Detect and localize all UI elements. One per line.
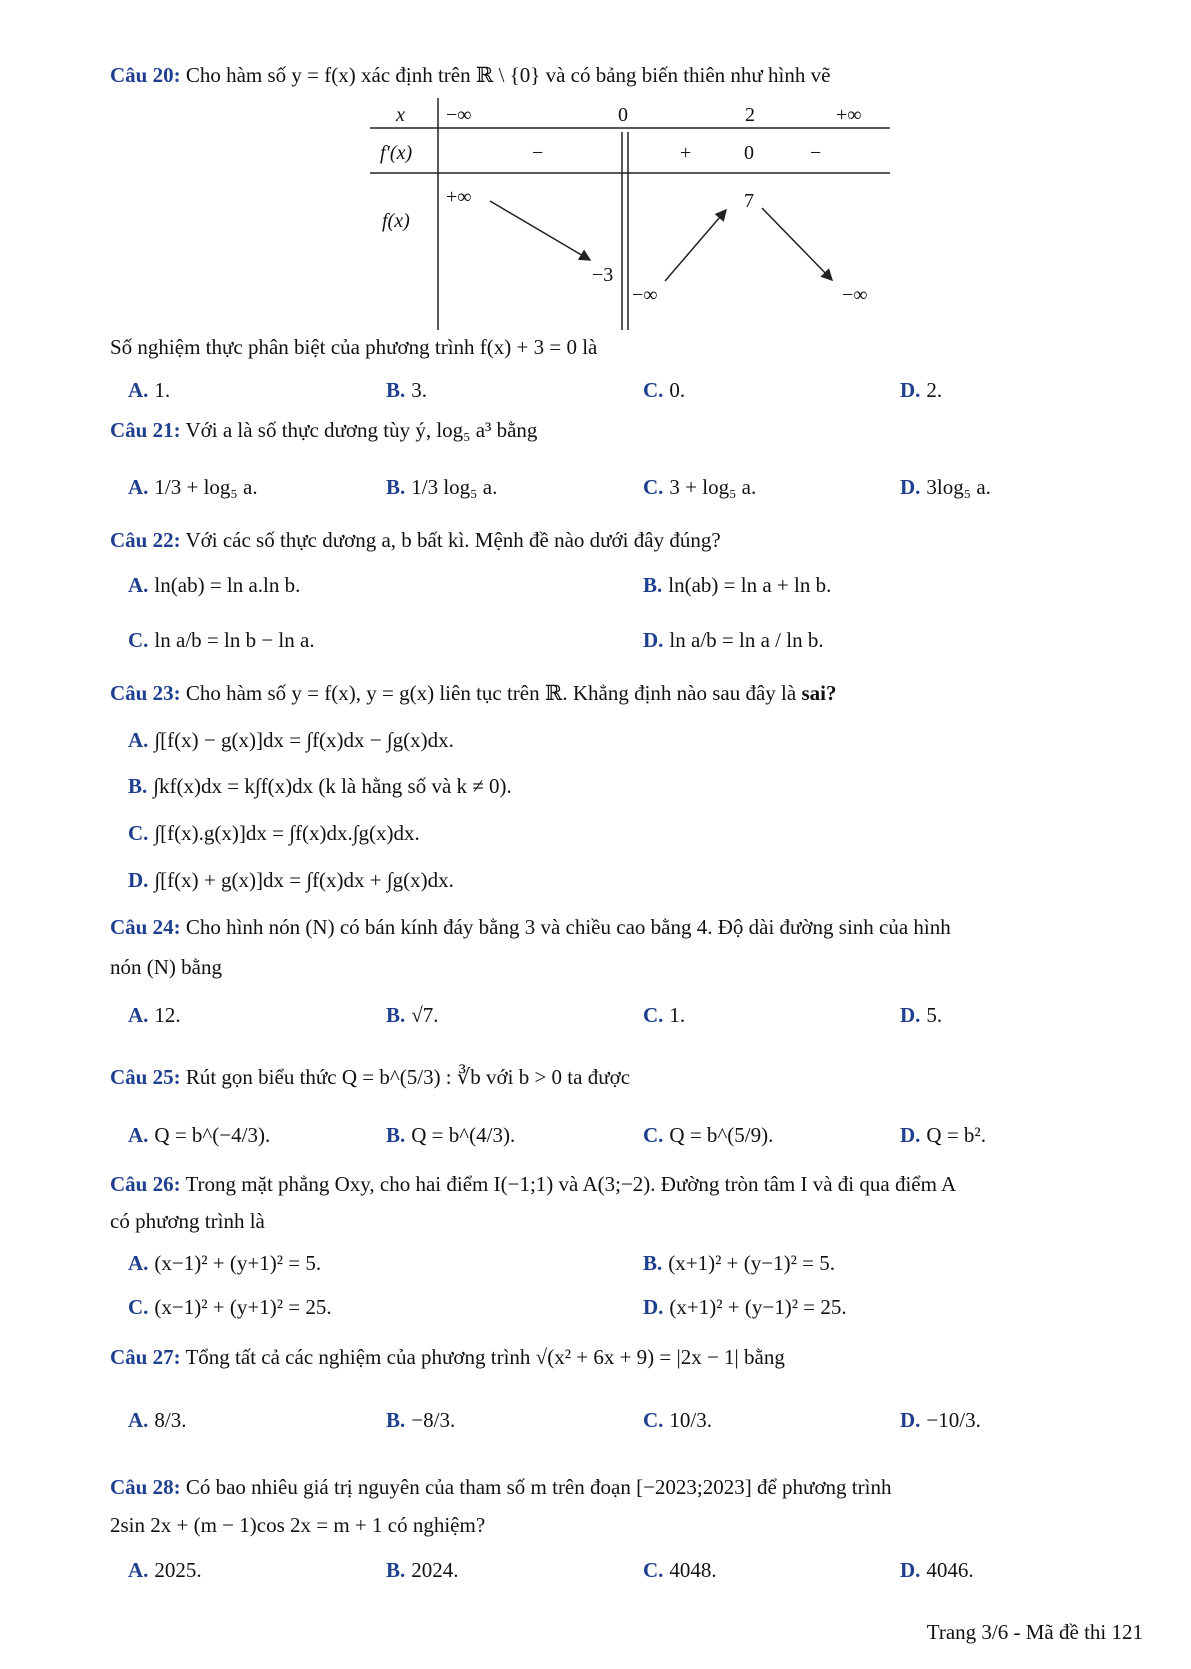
option-text: ∫[f(x) − g(x)]dx = ∫f(x)dx − ∫g(x)dx.: [154, 728, 454, 752]
option-b[interactable]: B. −8/3.: [386, 1408, 456, 1432]
option-c[interactable]: C. 0.: [643, 378, 686, 402]
question-text: Trong mặt phẳng Oxy, cho hai điểm I(−1;1) và A(3;−2). Đường tròn tâm I và đi qua điểm A: [185, 1172, 957, 1196]
question-label: Câu 25:: [110, 1065, 181, 1089]
question-28-stem-continued: [110, 1510, 1151, 1540]
question-label: Câu 27:: [110, 1345, 181, 1369]
question-label: Câu 20:: [110, 63, 181, 87]
question-text: Với các số thực dương a, b bất kì. Mệnh đề nào dưới đây đúng?: [185, 528, 721, 552]
option-b[interactable]: B. 3.: [386, 378, 428, 402]
question-text: Với a là số thực dương tùy ý, log₅ a³ bằng: [185, 418, 538, 442]
option-text: 10/3.: [669, 1408, 713, 1432]
variation-table-lines: [370, 98, 890, 330]
question-label: Câu 28:: [110, 1475, 181, 1499]
option-a[interactable]: A. ln(ab) = ln a.ln b.: [128, 573, 301, 597]
arrow-increase: [665, 210, 726, 281]
question-label: Câu 22:: [110, 528, 181, 552]
f-value: −∞: [842, 284, 868, 306]
option-text: 8/3.: [154, 1408, 187, 1432]
option-d[interactable]: D. −10/3.: [900, 1408, 981, 1432]
arrow-decrease-2: [762, 208, 832, 280]
option-text: 3log₅ a.: [926, 475, 991, 499]
question-text: Cho hàm số y = f(x), y = g(x) liên tục trên ℝ. Khẳng định nào sau đây là: [185, 681, 797, 705]
question-24-stem-continued: [110, 952, 1151, 982]
option-text: 1.: [154, 378, 171, 402]
option-text: (x−1)² + (y+1)² = 5.: [154, 1251, 322, 1275]
option-text: ln a/b = ln a / ln b.: [669, 628, 824, 652]
question-26-stem: [110, 1169, 1151, 1199]
question-21-stem: [110, 415, 1151, 445]
option-text: −10/3.: [926, 1408, 981, 1432]
option-text: 1/3 log₅ a.: [411, 475, 498, 499]
question-26-stem-continued: [110, 1206, 1151, 1236]
option-text: ∫kf(x)dx = k∫f(x)dx (k là hằng số và k ≠ 0).: [153, 774, 512, 798]
option-d[interactable]: D. 4046.: [900, 1558, 974, 1582]
option-a[interactable]: A. 1/3 + log₅ a.: [128, 475, 258, 499]
option-c[interactable]: C. 10/3.: [643, 1408, 713, 1432]
fp-sign: 0: [744, 142, 754, 164]
question-20-stem: [110, 60, 1151, 90]
option-text: ln(ab) = ln a.ln b.: [154, 573, 301, 597]
option-c[interactable]: C. ∫[f(x).g(x)]dx = ∫f(x)dx.∫g(x)dx.: [128, 821, 420, 845]
option-text: 0.: [669, 378, 686, 402]
option-text: ln a/b = ln b − ln a.: [154, 628, 315, 652]
option-d[interactable]: D. 5.: [900, 1003, 943, 1027]
option-text: −8/3.: [411, 1408, 456, 1432]
question-25-stem: [110, 1062, 1151, 1092]
option-b[interactable]: B. (x+1)² + (y−1)² = 5.: [643, 1251, 835, 1275]
option-text: 1.: [669, 1003, 686, 1027]
option-d[interactable]: D. ∫[f(x) + g(x)]dx = ∫f(x)dx + ∫g(x)dx.: [128, 868, 454, 892]
option-text: ∫[f(x) + g(x)]dx = ∫f(x)dx + ∫g(x)dx.: [154, 868, 454, 892]
question-label: Câu 26:: [110, 1172, 181, 1196]
question-text: Cho hàm số y = f(x) xác định trên ℝ \ {0} và có bảng biến thiên như hình vẽ: [185, 63, 831, 87]
question-20-prompt: [110, 332, 1151, 362]
option-text: Q = b^(5/9).: [669, 1123, 774, 1147]
fp-sign: +: [680, 142, 692, 164]
question-text: có phương trình là: [110, 1209, 265, 1233]
option-text: Q = b^(4/3).: [411, 1123, 516, 1147]
option-text: 2025.: [154, 1558, 202, 1582]
option-text: Q = b².: [926, 1123, 986, 1147]
page-footer: Trang 3/6 - Mã đề thi 121: [926, 1620, 1143, 1644]
question-text: nón (N) bằng: [110, 955, 222, 979]
question-27-stem: [110, 1342, 1151, 1372]
option-b[interactable]: B. ∫kf(x)dx = k∫f(x)dx (k là hằng số và k ≠ 0).: [128, 774, 512, 798]
question-28-stem: [110, 1472, 1151, 1502]
option-text: 2024.: [411, 1558, 459, 1582]
arrow-decrease-1: [490, 201, 590, 260]
option-c[interactable]: C. 4048.: [643, 1558, 717, 1582]
row-x-label: x: [396, 104, 405, 126]
option-d[interactable]: D. (x+1)² + (y−1)² = 25.: [643, 1295, 847, 1319]
x-value: −∞: [446, 104, 472, 126]
option-c[interactable]: C. 3 + log₅ a.: [643, 475, 757, 499]
option-c[interactable]: C. ln a/b = ln b − ln a.: [128, 628, 315, 652]
question-23-stem: [110, 678, 1151, 708]
option-c[interactable]: C. Q = b^(5/9).: [643, 1123, 774, 1147]
option-c[interactable]: C. (x−1)² + (y+1)² = 25.: [128, 1295, 332, 1319]
x-value: 0: [618, 104, 628, 126]
option-a[interactable]: A. 1.: [128, 378, 171, 402]
x-value: +∞: [836, 104, 862, 126]
option-b[interactable]: B. Q = b^(4/3).: [386, 1123, 516, 1147]
option-text: ∫[f(x).g(x)]dx = ∫f(x)dx.∫g(x)dx.: [154, 821, 420, 845]
question-label: Câu 21:: [110, 418, 181, 442]
f-value: −3: [592, 264, 614, 286]
x-value: 2: [745, 104, 755, 126]
option-b[interactable]: B. ln(ab) = ln a + ln b.: [643, 573, 832, 597]
question-text: Rút gọn biểu thức Q = b^(5/3) : ∛b với b > 0 ta được: [185, 1065, 631, 1089]
option-d[interactable]: D. 2.: [900, 378, 943, 402]
option-text: 12.: [154, 1003, 181, 1027]
f-value: −∞: [632, 284, 658, 306]
option-a[interactable]: A. ∫[f(x) − g(x)]dx = ∫f(x)dx − ∫g(x)dx.: [128, 728, 454, 752]
option-b[interactable]: B. 2024.: [386, 1558, 459, 1582]
option-text: 5.: [926, 1003, 943, 1027]
option-text: 4046.: [926, 1558, 974, 1582]
question-label: Câu 24:: [110, 915, 181, 939]
fp-sign: −: [810, 142, 822, 164]
f-value: 7: [744, 190, 754, 212]
question-text: Số nghiệm thực phân biệt của phương trình f(x) + 3 = 0 là: [110, 335, 598, 359]
option-text: ln(ab) = ln a + ln b.: [668, 573, 832, 597]
option-text: √7.: [411, 1003, 439, 1027]
option-a[interactable]: A. Q = b^(−4/3).: [128, 1123, 271, 1147]
option-text: Q = b^(−4/3).: [154, 1123, 271, 1147]
option-a[interactable]: A. 12.: [128, 1003, 181, 1027]
question-text: Cho hình nón (N) có bán kính đáy bằng 3 và chiều cao bằng 4. Độ dài đường sinh của hình: [185, 915, 951, 939]
question-text: Có bao nhiêu giá trị nguyên của tham số m trên đoạn [−2023;2023] để phương trình: [185, 1475, 892, 1499]
option-text: 4048.: [669, 1558, 717, 1582]
question-label: Câu 23:: [110, 681, 181, 705]
option-text: 3.: [411, 378, 428, 402]
option-d[interactable]: D. ln a/b = ln a / ln b.: [643, 628, 824, 652]
question-24-stem: [110, 912, 1151, 942]
option-b[interactable]: B. √7.: [386, 1003, 439, 1027]
option-text: 3 + log₅ a.: [669, 475, 757, 499]
option-a[interactable]: A. (x−1)² + (y+1)² = 5.: [128, 1251, 322, 1275]
fp-sign: −: [532, 142, 544, 164]
question-text: Tổng tất cả các nghiệm của phương trình √(x² + 6x + 9) = |2x − 1| bằng: [185, 1345, 785, 1369]
question-text-emphasis: sai?: [801, 681, 837, 705]
row-f-label: f(x): [382, 210, 410, 232]
row-fp-label: f′(x): [380, 142, 413, 164]
variation-table: [370, 98, 890, 330]
question-text: 2sin 2x + (m − 1)cos 2x = m + 1 có nghiệm?: [110, 1513, 486, 1537]
option-text: (x+1)² + (y−1)² = 5.: [668, 1251, 835, 1275]
option-text: (x+1)² + (y−1)² = 25.: [669, 1295, 847, 1319]
option-text: (x−1)² + (y+1)² = 25.: [154, 1295, 332, 1319]
question-22-stem: [110, 525, 1151, 555]
option-text: 1/3 + log₅ a.: [154, 475, 258, 499]
option-b[interactable]: B. 1/3 log₅ a.: [386, 475, 498, 499]
option-c[interactable]: C. 1.: [643, 1003, 686, 1027]
option-text: 2.: [926, 378, 943, 402]
option-a[interactable]: A. 8/3.: [128, 1408, 187, 1432]
option-a[interactable]: A. 2025.: [128, 1558, 202, 1582]
f-value: +∞: [446, 186, 472, 208]
option-d[interactable]: D. Q = b².: [900, 1123, 986, 1147]
option-d[interactable]: D. 3log₅ a.: [900, 475, 991, 499]
